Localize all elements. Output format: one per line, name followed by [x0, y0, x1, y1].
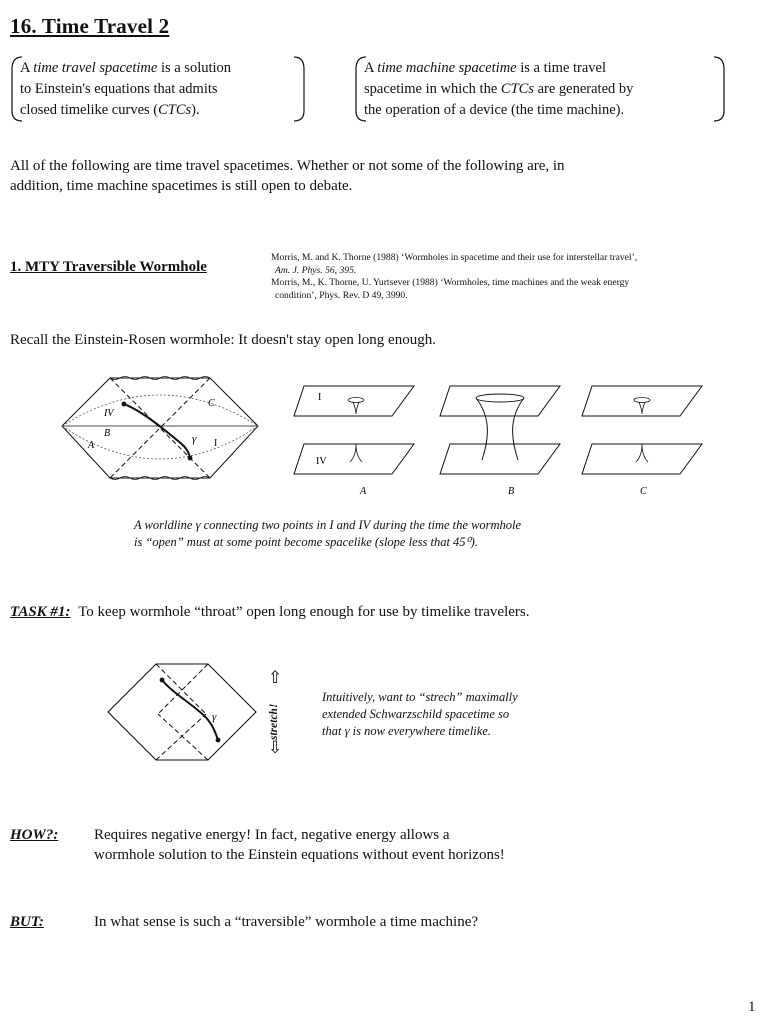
- label-i: I: [214, 438, 218, 449]
- page-number: 1: [748, 999, 756, 1015]
- embed-label-c: C: [640, 486, 647, 497]
- definition-time-travel-spacetime: A time travel spacetime is a solution to Einstein's equations that admits closed timelike curves (CTCs).: [20, 60, 232, 118]
- definition-time-machine-spacetime: A time machine spacetime is a time travel spacetime in which the CTCs are generated by the operation of a device (the time machine).: [364, 60, 634, 118]
- penrose-diagram-einstein-rosen: [60, 374, 260, 486]
- label-b: B: [104, 428, 111, 439]
- recall-line: Recall the Einstein-Rosen wormhole: It doesn't stay open long enough.: [10, 332, 436, 348]
- task-1-label: TASK #1:: [10, 604, 71, 620]
- task-1-text: To keep wormhole “throat” open long enough for use by timelike travelers.: [78, 604, 530, 620]
- embed-label-iv: IV: [316, 456, 327, 467]
- stretched-penrose-diagram: [106, 662, 266, 764]
- page-title: 16. Time Travel 2: [10, 14, 170, 38]
- caption-worldline: A worldline γ connecting two points in I and IV during the time the wormhole is “open” must at some point become spacelike (slope less that 45⁰).: [134, 518, 522, 549]
- references: Morris, M. and K. Thorne (1988) ‘Wormholes in spacetime and their use for interstellar travel’, Am. J. Phys. 56, 395. Morris, M., K. Thorne, U. Yurtsever (1988) ‘Wormholes, time machines and the weak energy condition’, Phys. Rev. D 49, 3990.: [271, 252, 638, 301]
- task-1: [10, 602, 768, 622]
- label-a: A: [88, 440, 95, 451]
- section-heading: 1. MTY Traversible Wormhole: [10, 259, 207, 275]
- embed-label-a: A: [360, 486, 367, 497]
- but-label: BUT:: [10, 914, 44, 930]
- but-text: In what sense is such a “traversible” wormhole a time machine?: [94, 914, 479, 930]
- embed-label-b: B: [508, 486, 515, 497]
- stretch-up-arrow-icon: ⇧: [268, 668, 283, 687]
- stretch-gamma-label: γ: [212, 711, 217, 723]
- label-iv: IV: [104, 408, 114, 419]
- caption-stretch: Intuitively, want to “strech” maximally extended Schwarzschild spacetime so that γ is now everywhere timelike.: [322, 690, 518, 738]
- embed-label-i: I: [318, 392, 322, 403]
- stretch-down-arrow-icon: ⇩: [268, 738, 283, 757]
- stretch-label: stretch!: [268, 703, 280, 740]
- label-c: C: [208, 398, 215, 409]
- embedding-diagrams: [290, 380, 740, 500]
- label-gamma: γ: [192, 433, 197, 445]
- how-label: HOW?:: [10, 827, 59, 843]
- intro-paragraph: All of the following are time travel spacetimes. Whether or not some of the following are, in addition, time machine spacetimes is still open to debate.: [10, 158, 565, 194]
- how-text: Requires negative energy! In fact, negative energy allows a wormhole solution to the Einstein equations without event horizons!: [94, 827, 505, 863]
